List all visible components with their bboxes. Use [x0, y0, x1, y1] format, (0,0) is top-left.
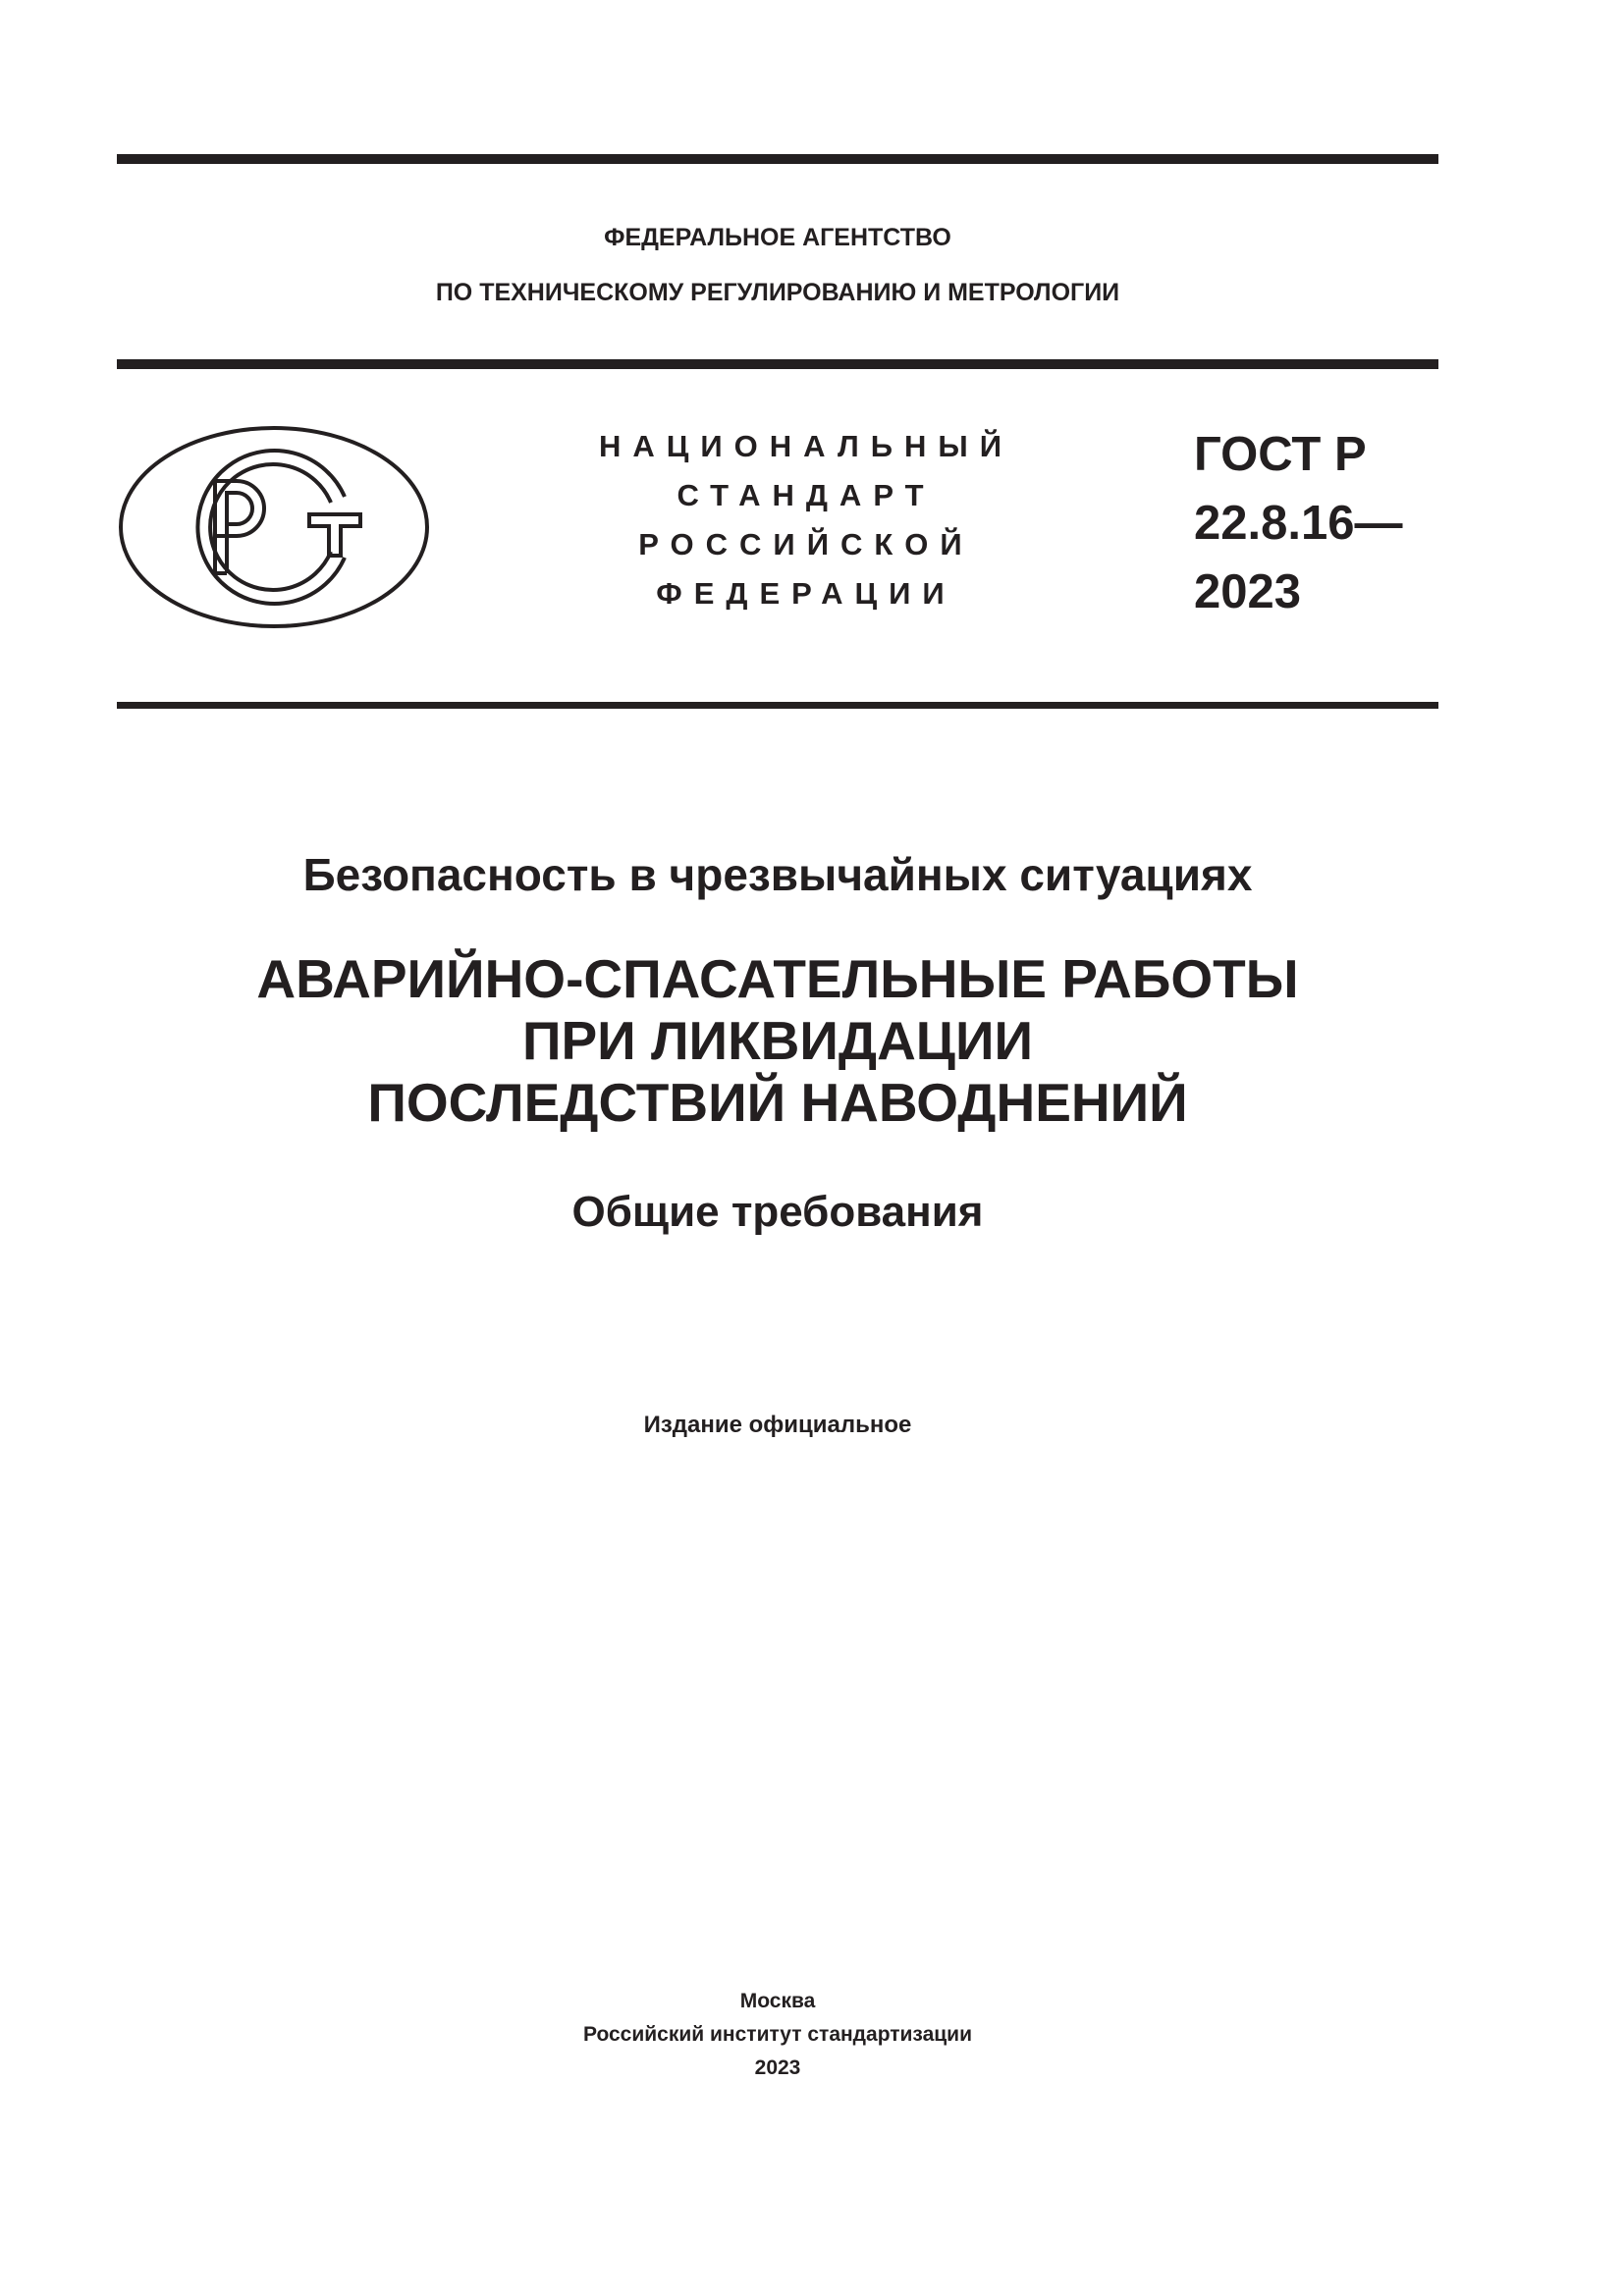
document-title — [117, 948, 1438, 1134]
subject-heading: Безопасность в чрезвычайных ситуациях — [302, 849, 1253, 900]
imprint — [117, 1985, 1438, 2085]
national-standard-line-1: НАЦИОНАЛЬНЫЙ — [598, 429, 1014, 463]
imprint-year: 2023 — [754, 2056, 801, 2079]
imprint-publisher: Российский институт стандартизации — [582, 2023, 973, 2046]
bottom-rule — [117, 702, 1438, 709]
national-standard-line-3: РОССИЙСКОЙ — [638, 527, 974, 561]
imprint-city: Москва — [739, 1990, 816, 2012]
agency-name-line-2: ПО ТЕХНИЧЕСКОМУ РЕГУЛИРОВАНИЮ И МЕТРОЛОГИИ — [435, 279, 1120, 306]
middle-rule — [117, 359, 1438, 369]
national-standard-line-4: ФЕДЕРАЦИИ — [656, 576, 956, 611]
edition-note: Издание официальное — [643, 1412, 912, 1438]
standard-designation — [1194, 420, 1403, 626]
designation-line-2: 22.8.16— — [1194, 497, 1403, 550]
agency-name-line-1: ФЕДЕРАЛЬНОЕ АГЕНТСТВО — [604, 224, 951, 251]
designation-line-1: ГОСТ Р — [1194, 428, 1367, 481]
title-line-3: ПОСЛЕДСТВИЙ НАВОДНЕНИЙ — [367, 1072, 1188, 1133]
title-line-1: АВАРИЙНО-СПАСАТЕЛЬНЫЕ РАБОТЫ — [256, 948, 1299, 1009]
title-line-2: ПРИ ЛИКВИДАЦИИ — [521, 1010, 1034, 1071]
designation-line-3: 2023 — [1194, 565, 1302, 618]
rst-certification-mark-icon — [117, 424, 431, 630]
national-standard-line-2: СТАНДАРТ — [677, 478, 936, 512]
top-rule — [117, 154, 1438, 164]
document-subtitle: Общие требования — [571, 1188, 984, 1236]
national-standard-label — [574, 422, 1026, 618]
